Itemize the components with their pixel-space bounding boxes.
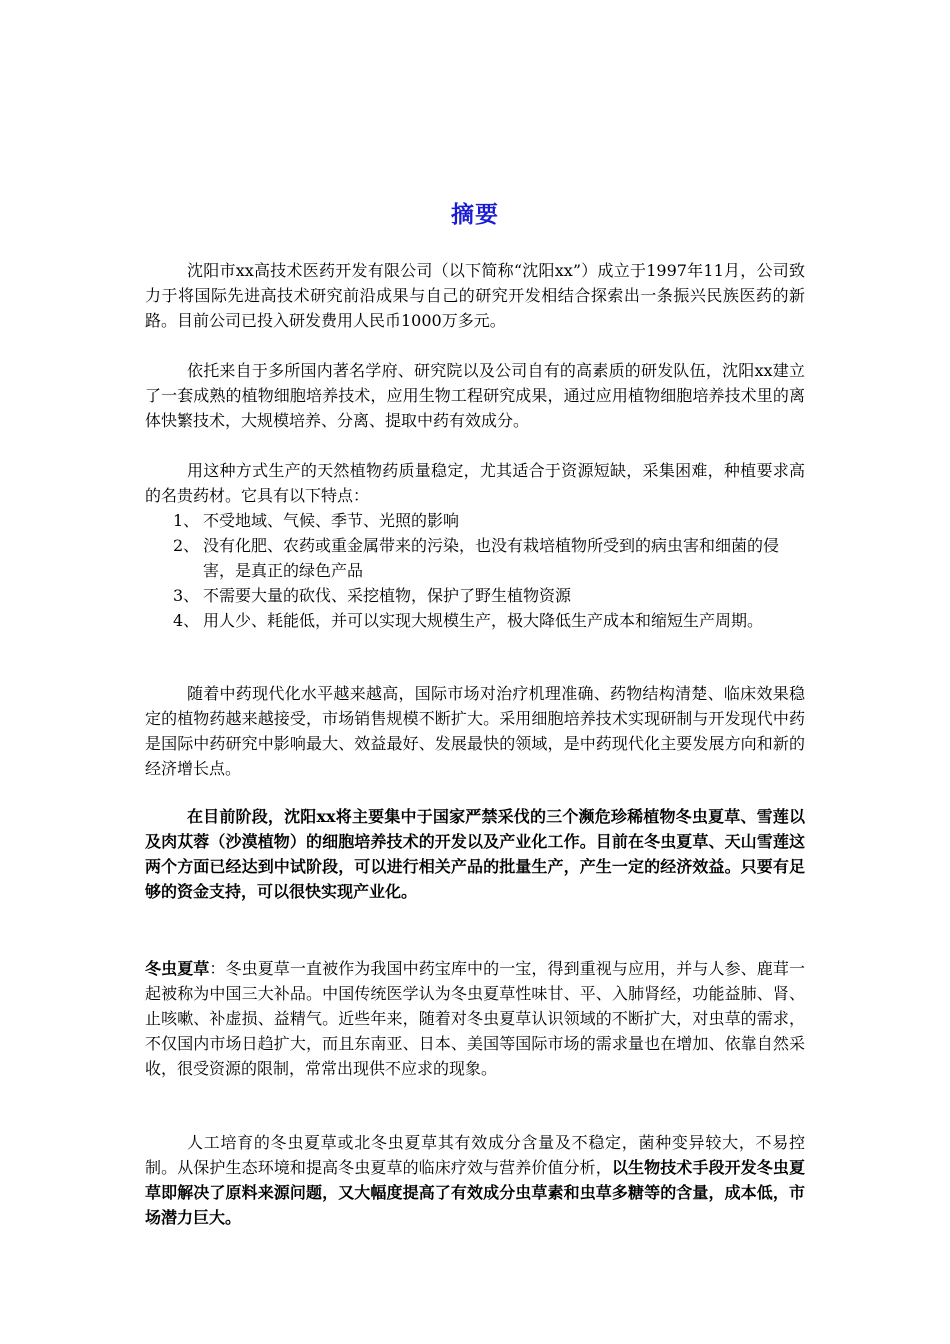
list-item-number: 1、 (173, 511, 200, 530)
list-item-number: 4、 (173, 611, 200, 630)
focus-paragraph: 在目前阶段，沈阳xx将主要集中于国家严禁采伐的三个濒危珍稀植物冬虫夏草、雪莲以及肉苁蓉（沙漠植物）的细胞培养技术的开发以及产业化工作。目前在冬虫夏草、天山雪莲这两个方面已经达到中试阶段，可以进行相关产品的批量生产，产生一定的经济效益。只要有足够的资金支持，可以很快实现产业化。 (145, 807, 805, 901)
list-item-text: 不受地域、气候、季节、光照的影响 (203, 511, 460, 530)
list-item-text: 没有化肥、农药或重金属带来的污染，也没有栽培植物所受到的病虫害和细菌的侵害，是真正的绿色产品 (203, 536, 780, 580)
list-item (145, 508, 805, 533)
list-item (145, 583, 805, 608)
list-item-number: 3、 (173, 586, 200, 605)
cordyceps-colon: ： (209, 959, 226, 978)
cordyceps-paragraph (145, 956, 805, 1081)
page-title: 摘要 (451, 202, 499, 228)
features-list (145, 508, 805, 633)
technology-paragraph: 依托来自于多所国内著名学府、研究院以及公司自有的高素质的研发队伍，沈阳xx建立了一套成熟的植物细胞培养技术，应用生物工程研究成果，通过应用植物细胞培养技术里的离体快繁技术，大规模培养、分离、提取中药有效成分。 (145, 361, 805, 430)
cordyceps-text: 冬虫夏草一直被作为我国中药宝库中的一宝，得到重视与应用，并与人参、鹿茸一起被称为中国三大补品。中国传统医学认为冬虫夏草性味甘、平、入肺肾经，功能益肺、肾、止咳嗽、补虚损、益精气。近些年来，随着对冬虫夏草认识领域的不断扩大，对虫草的需求，不仅国内市场日趋扩大，而且东南亚、日本、美国等国际市场的需求量也在增加、依靠自然采收，很受资源的限制，常常出现供不应求的现象。 (145, 959, 805, 1078)
list-item (145, 608, 805, 633)
cordyceps-label: 冬虫夏草 (145, 959, 210, 978)
list-item-text: 用人少、耗能低，并可以实现大规模生产，极大降低生产成本和缩短生产周期。 (203, 611, 764, 630)
artificial-text: 人工培育的冬虫夏草或北冬虫夏草其有效成分含量及不稳定，菌种变异较大，不易控制。从保护生态环境和提高冬虫夏草的临床疗效与营养价值分析， (145, 1133, 805, 1177)
artificial-bold-text: 以生物技术手段开发冬虫夏草即解决了原料来源问题，又大幅度提高了有效成分虫草素和虫草多糖等的含量，成本低，市场潜力巨大。 (145, 1158, 805, 1227)
list-item (145, 533, 805, 583)
list-item-number: 2、 (173, 536, 200, 555)
list-item-text: 不需要大量的砍伐、采挖植物，保护了野生植物资源 (203, 586, 572, 605)
market-paragraph: 随着中药现代化水平越来越高，国际市场对治疗机理准确、药物结构清楚、临床效果稳定的植物药越来越接受，市场销售规模不断扩大。采用细胞培养技术实现研制与开发现代中药是国际中药研究中影响最大、效益最好、发展最快的领域，是中药现代化主要发展方向和新的经济增长点。 (145, 684, 805, 778)
features-intro-paragraph: 用这种方式生产的天然植物药质量稳定，尤其适合于资源短缺，采集困难，种植要求高的名贵药材。它具有以下特点： (145, 461, 805, 505)
artificial-cultivation-paragraph (145, 1130, 805, 1230)
company-intro-paragraph: 沈阳市xx高技术医药开发有限公司（以下简称“沈阳xx”）成立于1997年11月，公司致力于将国际先进高技术研究前沿成果与自己的研究开发相结合探索出一条振兴民族医药的新路。目前公司已投入研发费用人民币1000万多元。 (145, 261, 805, 330)
